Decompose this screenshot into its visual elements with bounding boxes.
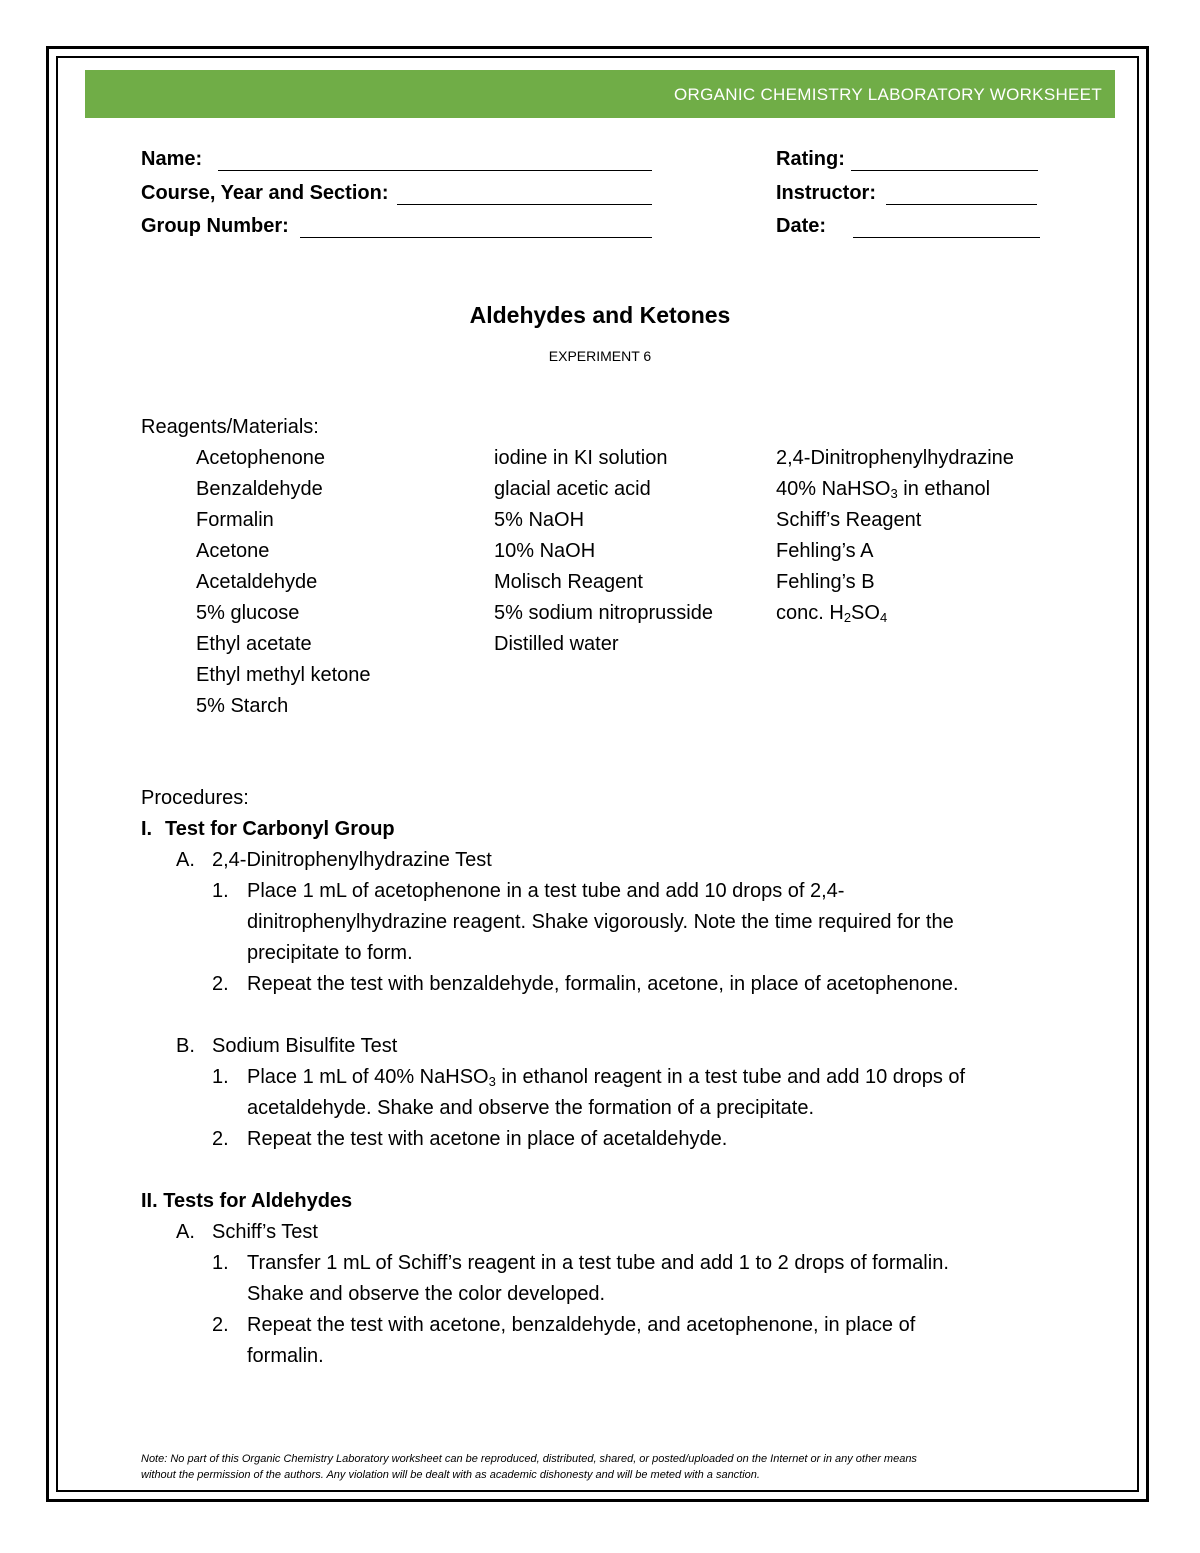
step-number: 1. [212,880,229,902]
rating-label: Rating: [776,148,845,170]
name-field-line[interactable] [218,170,652,171]
reagent-item: iodine in KI solution [494,447,668,469]
step-text: Repeat the test with acetone in place of acetaldehyde. [247,1128,728,1150]
course-field-line[interactable] [397,204,652,205]
reagent-item: conc. $H_2SO_4$ [776,602,888,625]
step-text: Repeat the test with benzaldehyde, formalin, acetone, in place of acetophenone. [247,973,959,995]
reagents-heading: Reagents/Materials: [141,416,319,438]
reagent-item: 2,4-Dinitrophenylhydrazine [776,447,1014,469]
step-number: 1. [212,1252,229,1274]
reagent-item: Distilled water [494,633,619,655]
course-label: Course, Year and Section: [141,182,389,204]
reagent-item: Formalin [196,509,274,531]
section-heading: Test for Carbonyl Group [165,818,395,840]
step-text: Transfer 1 mL of Schiff’s reagent in a test tube and add 1 to 2 drops of formalin. [247,1252,949,1274]
step-number: 2. [212,1314,229,1336]
group-label: Group Number: [141,215,289,237]
date-label: Date: [776,215,827,237]
step-number: 2. [212,1128,229,1150]
reagent-item: 10% NaOH [494,540,596,562]
instructor-label: Instructor: [776,182,876,204]
page-title: Aldehydes and Ketones [469,302,731,328]
subsection-title: 2,4-Dinitrophenylhydrazine Test [212,849,492,871]
banner-title: ORGANIC CHEMISTRY LABORATORY WORKSHEET [674,85,1102,104]
reagent-item: 5% NaOH [494,509,585,531]
reagent-item: Schiff’s Reagent [776,509,922,531]
note-line: without the permission of the authors. Any violation will be dealt with as academic dishonesty and will be meted with a sanction. [141,1469,760,1481]
reagent-item: Fehling’s A [776,540,874,562]
date-field-line[interactable] [853,237,1040,238]
step-number: 1. [212,1066,229,1088]
reagent-item: 5% sodium nitroprusside [494,602,713,624]
group-field-line[interactable] [300,237,652,238]
step-text: dinitrophenylhydrazine reagent. Shake vigorously. Note the time required for the [247,911,954,933]
name-label: Name: [141,148,203,170]
subsection-letter: B. [176,1035,195,1057]
header-banner [85,70,1115,118]
reagent-item: Ethyl acetate [196,633,312,655]
page-border-inner [56,56,1139,1492]
step-text: precipitate to form. [247,942,413,964]
subsection-title: Sodium Bisulfite Test [212,1035,398,1057]
procedures-heading: Procedures: [141,787,249,809]
reagent-item: Acetaldehyde [196,571,318,593]
reagent-item: Fehling’s B [776,571,875,593]
step-text: formalin. [247,1345,324,1367]
reagent-item: Acetophenone [196,447,326,469]
reagent-item: 5% glucose [196,602,300,624]
section-number: I. [141,818,153,840]
reagent-item: glacial acetic acid [494,478,651,500]
reagent-item: Molisch Reagent [494,571,643,593]
rating-field-line[interactable] [851,170,1038,171]
subsection-letter: A. [176,849,195,871]
reagent-item: 5% Starch [196,695,289,717]
subsection-letter: A. [176,1221,195,1243]
reagent-item: 40% NaHSO$_3$ in ethanol [776,478,991,501]
reagent-item: Acetone [196,540,270,562]
step-text: Place 1 mL of acetophenone in a test tube and add 10 drops of 2,4- [247,880,845,902]
experiment-number: EXPERIMENT 6 [548,348,652,364]
step-text: Repeat the test with acetone, benzaldehyde, and acetophenone, in place of [247,1314,916,1336]
step-text: Shake and observe the color developed. [247,1283,606,1305]
copyright-note [141,1451,1061,1483]
section-heading: II. Tests for Aldehydes [141,1190,353,1212]
reagent-item: Ethyl methyl ketone [196,664,371,686]
step-text: Place 1 mL of 40% NaHSO$_3$ in ethanol reagent in a test tube and add 10 drops of [247,1066,966,1089]
step-text: acetaldehyde. Shake and observe the formation of a precipitate. [247,1097,815,1119]
instructor-field-line[interactable] [886,204,1037,205]
step-number: 2. [212,973,229,995]
reagent-item: Benzaldehyde [196,478,323,500]
note-line: Note: No part of this Organic Chemistry Laboratory worksheet can be reproduced, distributed, shared, or posted/uploaded on the Internet or in any other means [141,1453,917,1465]
subsection-title: Schiff’s Test [212,1221,318,1243]
